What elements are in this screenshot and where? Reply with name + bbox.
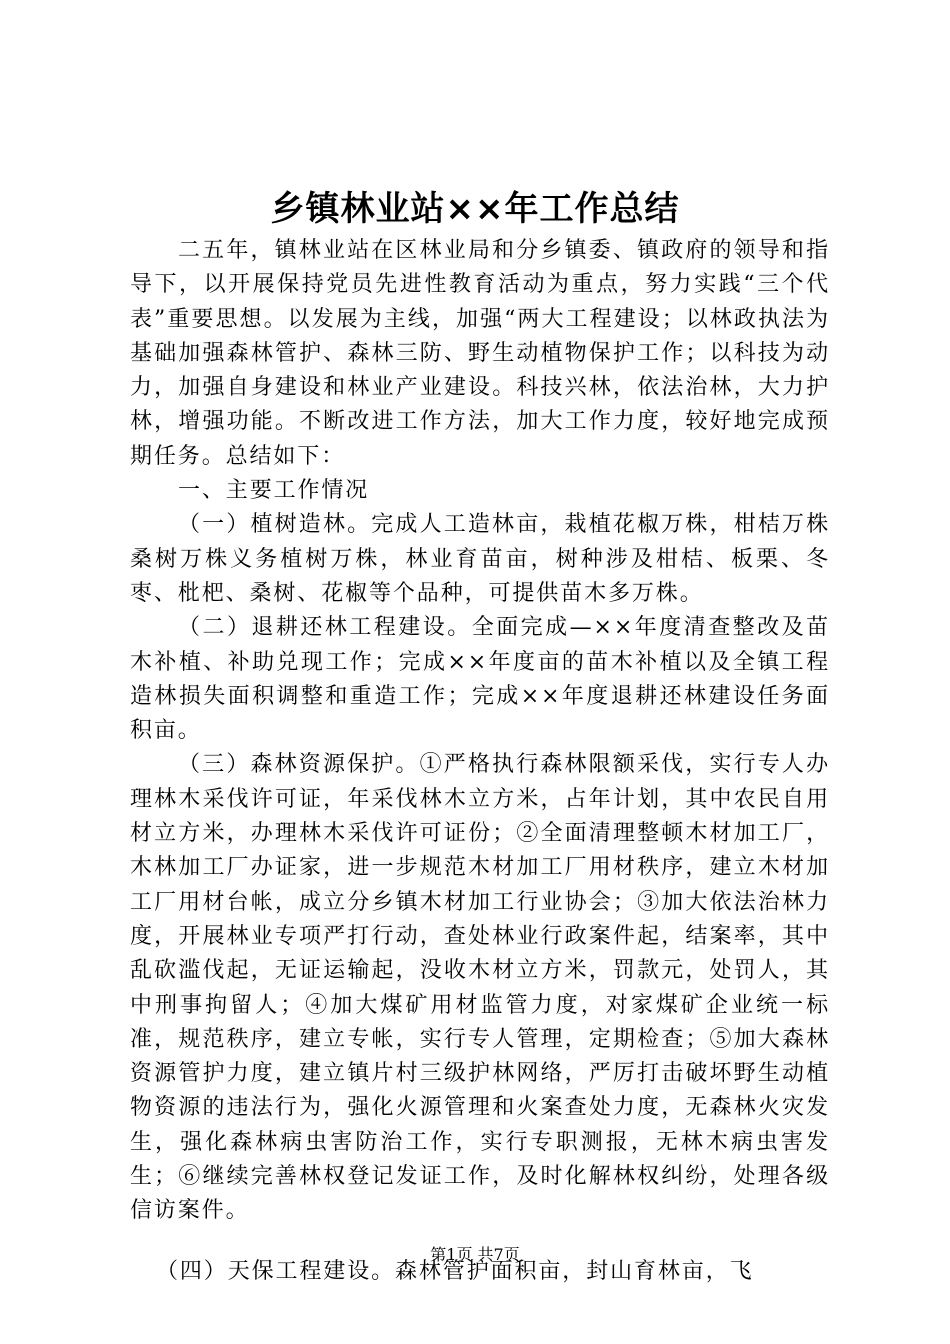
page-number-footer: 第1页 共7页 [430,1245,520,1264]
document-title: 乡镇林业站××年工作总结 [270,189,680,229]
document-body [130,234,830,1289]
section-heading: 一、主要工作情况 [178,478,370,504]
paragraph-intro: 二五年，镇林业站在区林业局和分乡镇委、镇政府的领导和指导下，以开展保持党员先进性教育活动为重点，努力实践“三个代表”重要思想。以发展为主线，加强“两大工程建设；以林政执法为基础加强森林管护、森林三防、野生动植物保护工作；以科技为动力，加强自身建设和林业产业建设。科技兴林，依法治林，大力护林，增强功能。不断改进工作方法，加大工作力度，较好地完成预期任务。总结如下： [130,238,830,469]
paragraph-section-2: （二）退耕还林工程建设。全面完成—××年度清查整改及苗木补植、补助兑现工作；完成××年度亩的苗木补植以及全镇工程造林损失面积调整和重造工作；完成××年度退耕还林建设任务面积亩。 [130,615,830,744]
paragraph-section-1: （一）植树造林。完成人工造林亩，栽植花椒万株，柑桔万株桑树万株义务植树万株，林业育苗亩，树种涉及柑桔、板栗、冬枣、枇杷、桑树、花椒等个品种，可提供苗木多万株。 [130,512,830,606]
paragraph-section-4: （四）天保工程建设。森林管护面积亩，封山育林亩，飞 [156,1258,754,1284]
paragraph-section-3: （三）森林资源保护。①严格执行森林限额采伐，实行专人办理林木采伐许可证，年采伐林木立方米，占年计划，其中农民自用材立方米，办理林木采伐许可证份；②全面清理整顿木材加工厂，木林加工厂办证家，进一步规范木材加工厂用材秩序，建立木材加工厂用材台帐，成立分乡镇木材加工行业协会；③加大依法治林力度，开展林业专项严打行动，查处林业行政案件起，结案率，其中乱砍滥伐起，无证运输起，没收木材立方米，罚款元，处罚人，其中刑事拘留人；④加大煤矿用材监管力度，对家煤矿企业统一标准，规范秩序，建立专帐，实行专人管理，定期检查；⑤加大森林资源管护力度，建立镇片村三级护林网络，严厉打击破坏野生动植物资源的违法行为，强化火源管理和火案查处力度，无森林火灾发生，强化森林病虫害防治工作，实行专职测报，无林木病虫害发生；⑥继续完善林权登记发证工作，及时化解林权纠纷，处理各级信访案件。 [130,752,830,1224]
